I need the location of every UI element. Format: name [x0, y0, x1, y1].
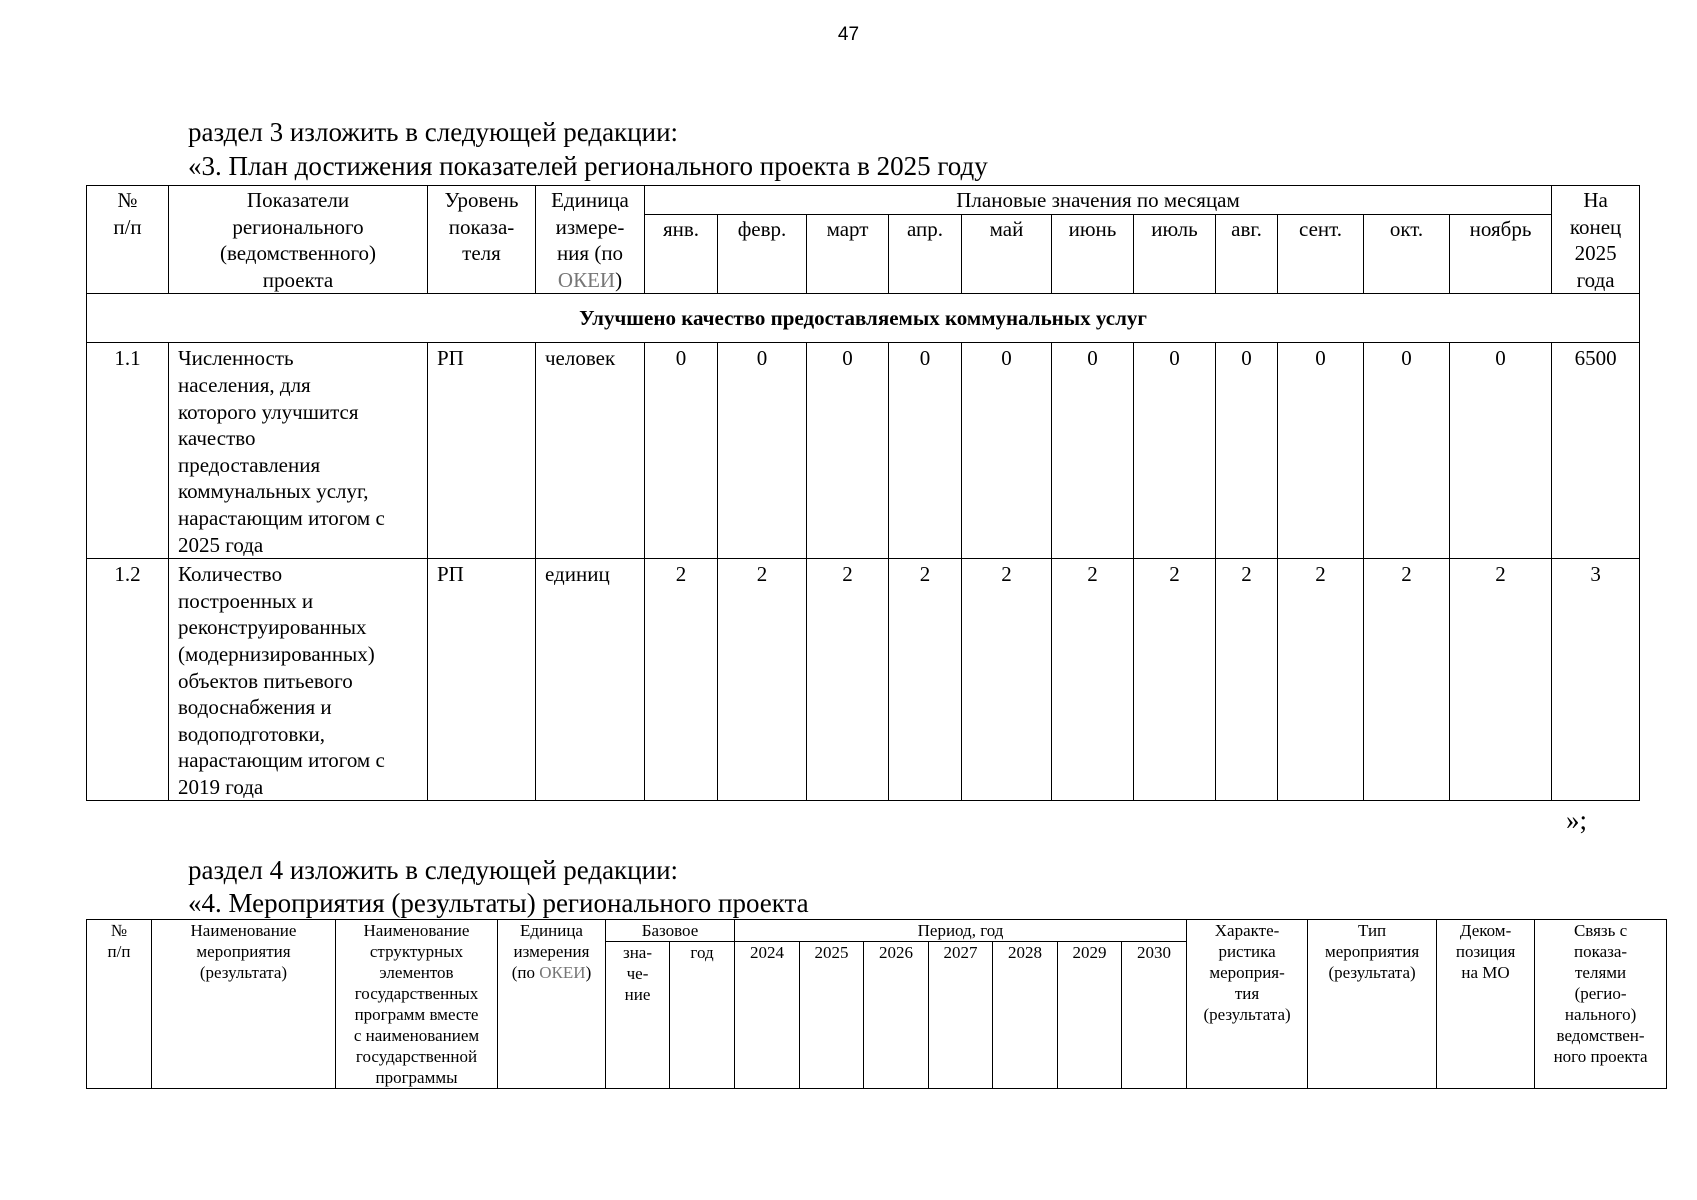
indicator-level: РП: [428, 559, 536, 801]
col-header-base: Базовое: [606, 920, 735, 942]
okei-label: ОКЕИ: [539, 963, 586, 982]
month-header: февр.: [718, 215, 807, 294]
month-value: 0: [962, 343, 1052, 559]
table-header-row: [87, 186, 1640, 215]
col-header-link: Связь с показа- телями (регио- нального) ведомствен- ного проекта: [1535, 920, 1667, 1089]
month-header: ноябрь: [1450, 215, 1552, 294]
events-table: [86, 919, 1667, 1089]
col-header-num: № п/п: [87, 920, 152, 1089]
section3-title: «3. План достижения показателей регионального проекта в 2025 году: [188, 151, 988, 181]
month-value: 2: [1364, 559, 1450, 801]
col-header-characteristic: Характе- ристика мероприя- тия (результата): [1187, 920, 1308, 1089]
month-value: 2: [962, 559, 1052, 801]
col-header-indicator: Показатели регионального (ведомственного) проекта: [169, 186, 428, 294]
table-row: [87, 559, 1640, 801]
month-value: 0: [718, 343, 807, 559]
month-header: янв.: [645, 215, 718, 294]
month-header: март: [807, 215, 889, 294]
col-header-level: Уровень показа- теля: [428, 186, 536, 294]
indicator-unit: человек: [536, 343, 645, 559]
month-header: июль: [1134, 215, 1216, 294]
col-header-decomposition: Деком- позиция на МО: [1437, 920, 1535, 1089]
month-value: 0: [889, 343, 962, 559]
month-value: 0: [1216, 343, 1278, 559]
month-header: июнь: [1052, 215, 1134, 294]
month-value: 2: [1134, 559, 1216, 801]
col-header-end: На конец 2025 года: [1552, 186, 1640, 294]
col-header-struct-elements: Наименование структурных элементов государственных программ вместе с наименованием государственной программы: [336, 920, 498, 1089]
section4-title: «4. Мероприятия (результаты) регионального проекта: [188, 888, 809, 918]
col-header-num: № п/п: [87, 186, 169, 294]
indicator-unit: единиц: [536, 559, 645, 801]
year-header: 2025: [800, 942, 864, 1089]
section4-intro: раздел 4 изложить в следующей редакции:: [188, 855, 679, 885]
indicator-name: Количество построенных и реконструированных (модернизированных) объектов питьевого водоснабжения и водоподготовки, нарастающим итогом с 2019 года: [169, 559, 428, 801]
month-value: 0: [807, 343, 889, 559]
month-header: авг.: [1216, 215, 1278, 294]
col-header-monthly: Плановые значения по месяцам: [645, 186, 1552, 215]
col-header-type: Тип мероприятия (результата): [1308, 920, 1437, 1089]
month-value: 0: [1052, 343, 1134, 559]
col-header-period: Период, год: [735, 920, 1187, 942]
indicators-plan-table: [86, 185, 1640, 801]
month-header: окт.: [1364, 215, 1450, 294]
row-num: 1.1: [87, 343, 169, 559]
month-value: 2: [889, 559, 962, 801]
month-header: апр.: [889, 215, 962, 294]
table-row: [87, 343, 1640, 559]
row-num: 1.2: [87, 559, 169, 801]
year-header: 2027: [929, 942, 993, 1089]
month-value: 2: [1052, 559, 1134, 801]
month-value: 2: [645, 559, 718, 801]
month-value: 2: [807, 559, 889, 801]
col-header-event-name: Наименование мероприятия (результата): [152, 920, 336, 1089]
month-value: 0: [1450, 343, 1552, 559]
section3-intro: раздел 3 изложить в следующей редакции:: [188, 117, 679, 147]
month-value: 2: [1450, 559, 1552, 801]
col-header-base-value: зна- че- ние: [606, 942, 670, 1089]
col-header-unit: Единица измере- ния (по ОКЕИ): [536, 186, 645, 294]
month-value: 2: [1278, 559, 1364, 801]
month-value: 2: [718, 559, 807, 801]
section-label: Улучшено качество предоставляемых коммунальных услуг: [87, 294, 1640, 343]
month-header: май: [962, 215, 1052, 294]
end-value: 3: [1552, 559, 1640, 801]
year-header: 2024: [735, 942, 800, 1089]
closing-quote: »;: [1566, 805, 1588, 835]
year-header: 2026: [864, 942, 929, 1089]
indicator-name: Численность населения, для которого улучшится качество предоставления коммунальных услуг, нарастающим итогом с 2025 года: [169, 343, 428, 559]
page-number: 47: [837, 24, 860, 45]
indicator-level: РП: [428, 343, 536, 559]
month-value: 2: [1216, 559, 1278, 801]
month-value: 0: [645, 343, 718, 559]
year-header: 2029: [1058, 942, 1122, 1089]
month-header: сент.: [1278, 215, 1364, 294]
year-header: 2028: [993, 942, 1058, 1089]
end-value: 6500: [1552, 343, 1640, 559]
month-value: 0: [1134, 343, 1216, 559]
col-header-unit: Единица измерения (по ОКЕИ): [498, 920, 606, 1089]
month-value: 0: [1364, 343, 1450, 559]
month-value: 0: [1278, 343, 1364, 559]
okei-label: ОКЕИ: [557, 267, 616, 292]
year-header: 2030: [1122, 942, 1187, 1089]
col-header-base-year: год: [670, 942, 735, 1089]
section-row: [87, 294, 1640, 343]
table-header-row: [87, 920, 1667, 942]
